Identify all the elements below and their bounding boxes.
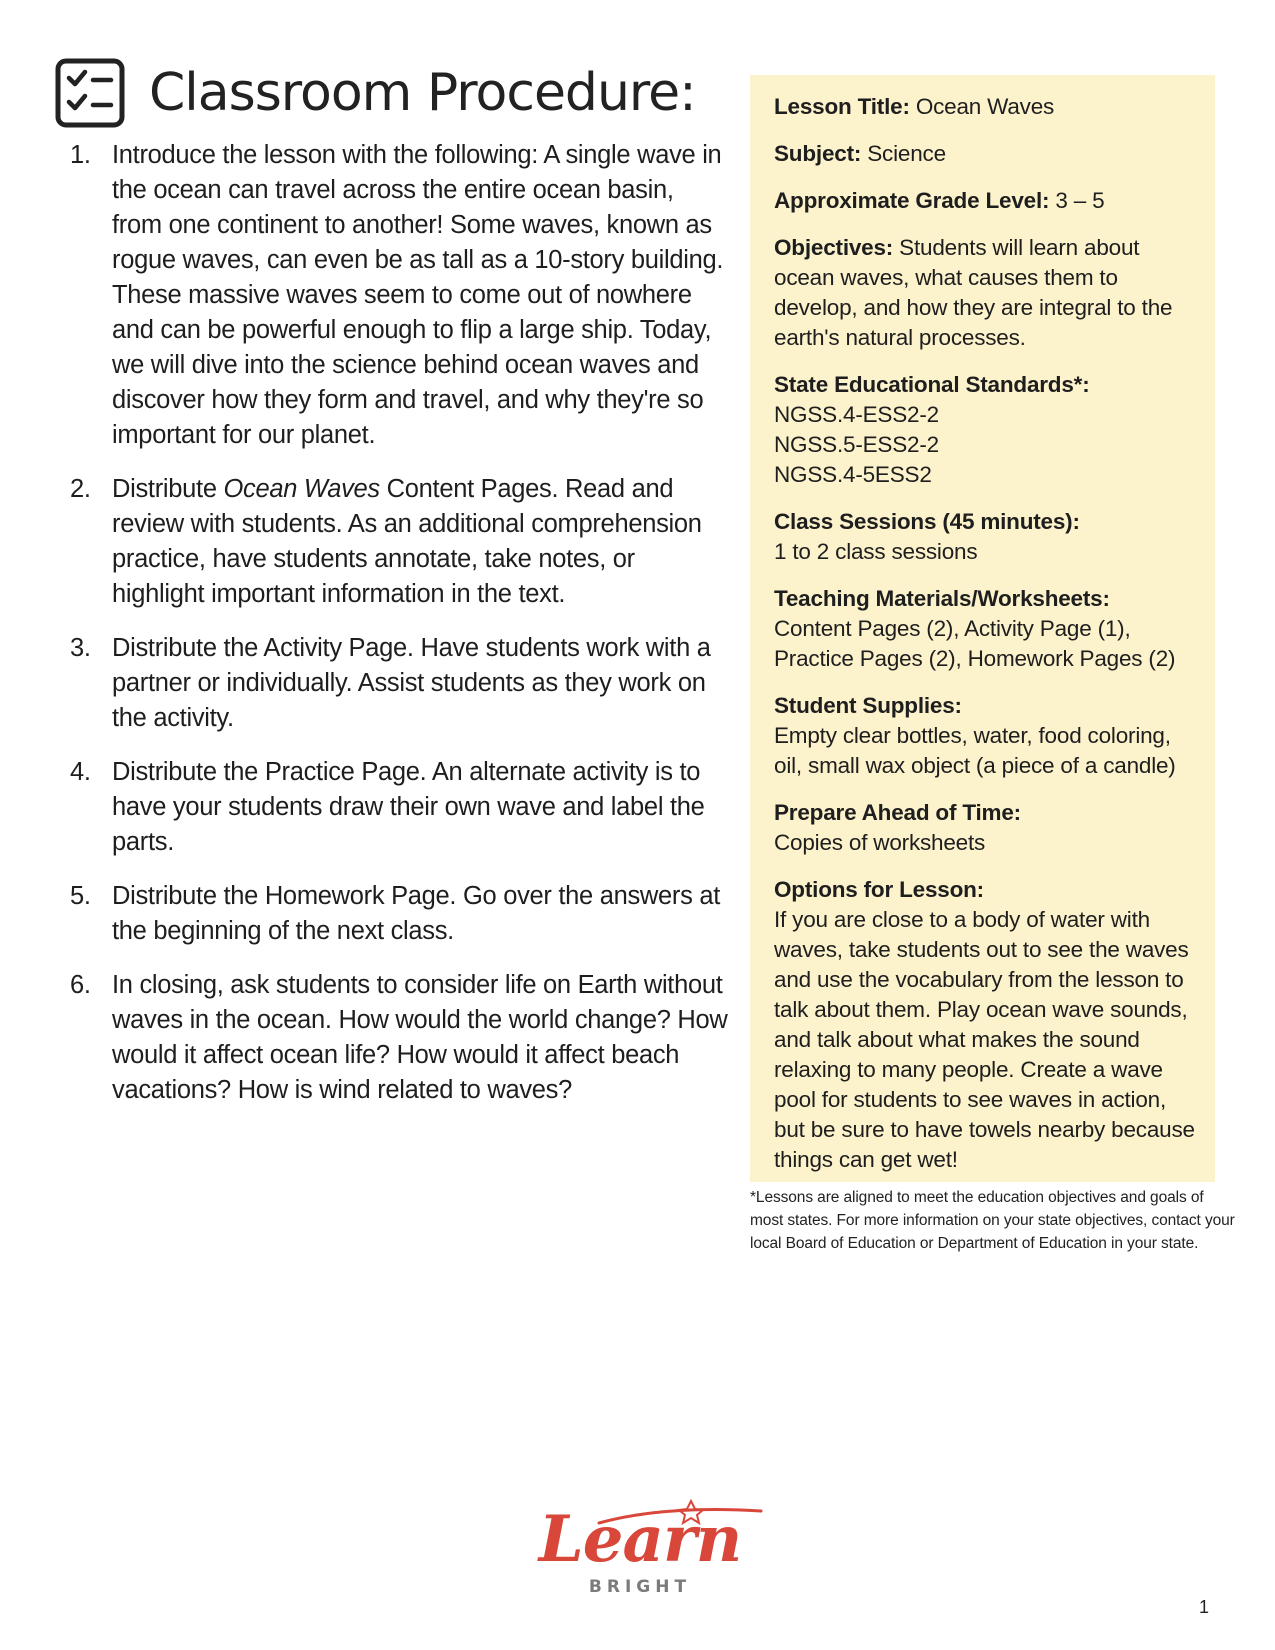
- standards-field: [774, 370, 1195, 490]
- lesson-options-field: [774, 875, 1195, 1175]
- field-label: Class Sessions (45 minutes):: [774, 509, 1080, 534]
- procedure-step: [70, 755, 730, 860]
- field-label: Options for Lesson:: [774, 877, 984, 902]
- field-label: Teaching Materials/Worksheets:: [774, 586, 1110, 611]
- step-text-part: Distribute: [112, 475, 224, 503]
- procedure-step: [70, 138, 730, 453]
- step-text-part: Content Pages. Read and review with students. As an additional comprehension practice, have students annotate, take notes, or highlight important information in the text.: [112, 475, 702, 608]
- standard-code: NGSS.5-ESS2-2: [774, 432, 939, 457]
- page-header: [55, 55, 696, 130]
- lesson-title-italic: Ocean Waves: [223, 475, 380, 503]
- prepare-ahead-field: [774, 798, 1195, 858]
- step-text: Distribute the Homework Page. Go over the answers at the beginning of the next class.: [112, 882, 721, 945]
- field-label: State Educational Standards*:: [774, 372, 1090, 397]
- student-supplies-field: [774, 691, 1195, 781]
- step-text: In closing, ask students to consider life on Earth without waves in the ocean. How would the world change? How would it affect ocean life? How would it affect beach vacations? How is wind related to waves?: [112, 971, 728, 1104]
- field-value: Students will learn about ocean waves, what causes them to develop, and how they are integral to the earth's natural processes.: [774, 235, 1173, 350]
- step-number: 6.: [70, 971, 91, 999]
- teaching-materials-field: [774, 584, 1195, 674]
- logo-subtitle: BRIGHT: [588, 1577, 692, 1597]
- step-number: 4.: [70, 758, 91, 786]
- standards-footnote: *Lessons are aligned to meet the education objectives and goals of most states. For more information on your state objectives, contact your local Board of Education or Department of Education in your state.: [750, 1189, 1235, 1252]
- procedure-list: [70, 138, 730, 1127]
- page-number: 1: [1199, 1597, 1210, 1617]
- step-text: Introduce the lesson with the following: A single wave in the ocean can travel across the entire ocean basin, from one continent to another! Some waves, known as rogue waves, can even be as tall as a 10-story building. These massive waves seem to come out of nowhere and can be powerful enough to flip a large ship. Today, we will dive into the science behind ocean waves and discover how they form and travel, and why they're so important for our planet.: [112, 141, 724, 449]
- step-number: 2.: [70, 475, 91, 503]
- field-value: 1 to 2 class sessions: [774, 539, 978, 564]
- step-number: 5.: [70, 882, 91, 910]
- page-title: Classroom Procedure:: [149, 62, 696, 123]
- class-sessions-field: [774, 507, 1195, 567]
- field-label: Prepare Ahead of Time:: [774, 800, 1021, 825]
- field-value: Science: [867, 141, 946, 166]
- lesson-title-field: [774, 92, 1195, 122]
- field-value: Ocean Waves: [915, 94, 1055, 119]
- step-text: Distribute the Practice Page. An alternate activity is to have your students draw their own wave and label the parts.: [112, 758, 705, 856]
- procedure-step: [70, 472, 730, 612]
- field-value: 3 – 5: [1055, 188, 1105, 213]
- procedure-step: [70, 631, 730, 736]
- standard-code: NGSS.4-5ESS2: [774, 462, 932, 487]
- field-value: Empty clear bottles, water, food coloring, oil, small wax object (a piece of a candle): [774, 723, 1176, 778]
- lesson-info-sidebar: [750, 75, 1215, 1182]
- grade-level-field: [774, 186, 1195, 216]
- procedure-step: [70, 968, 730, 1108]
- checklist-icon: [55, 58, 125, 128]
- field-label: Lesson Title:: [774, 94, 910, 119]
- step-text: [112, 472, 730, 612]
- field-value: If you are close to a body of water with waves, take students out to see the waves and use the vocabulary from the lesson to talk about them. Play ocean wave sounds, and talk about what makes the sound relaxing to many people. Create a wave pool for students to see waves in action, but be sure to have towels nearby because things can get wet!: [774, 907, 1195, 1172]
- procedure-step: [70, 879, 730, 949]
- field-label: Student Supplies:: [774, 693, 962, 718]
- learn-bright-logo: [535, 1502, 745, 1605]
- subject-field: [774, 139, 1195, 169]
- field-label: Subject:: [774, 141, 862, 166]
- field-value: Content Pages (2), Activity Page (1), Practice Pages (2), Homework Pages (2): [774, 616, 1176, 671]
- field-label: Objectives:: [774, 235, 894, 260]
- step-number: 3.: [70, 634, 91, 662]
- standard-code: NGSS.4-ESS2-2: [774, 402, 939, 427]
- logo-wordmark: Learn: [538, 1502, 742, 1577]
- field-label: Approximate Grade Level:: [774, 188, 1050, 213]
- objectives-field: [774, 233, 1195, 353]
- step-number: 1.: [70, 141, 91, 169]
- step-text: Distribute the Activity Page. Have students work with a partner or individually. Assist students as they work on the activity.: [112, 634, 711, 732]
- field-value: Copies of worksheets: [774, 830, 986, 855]
